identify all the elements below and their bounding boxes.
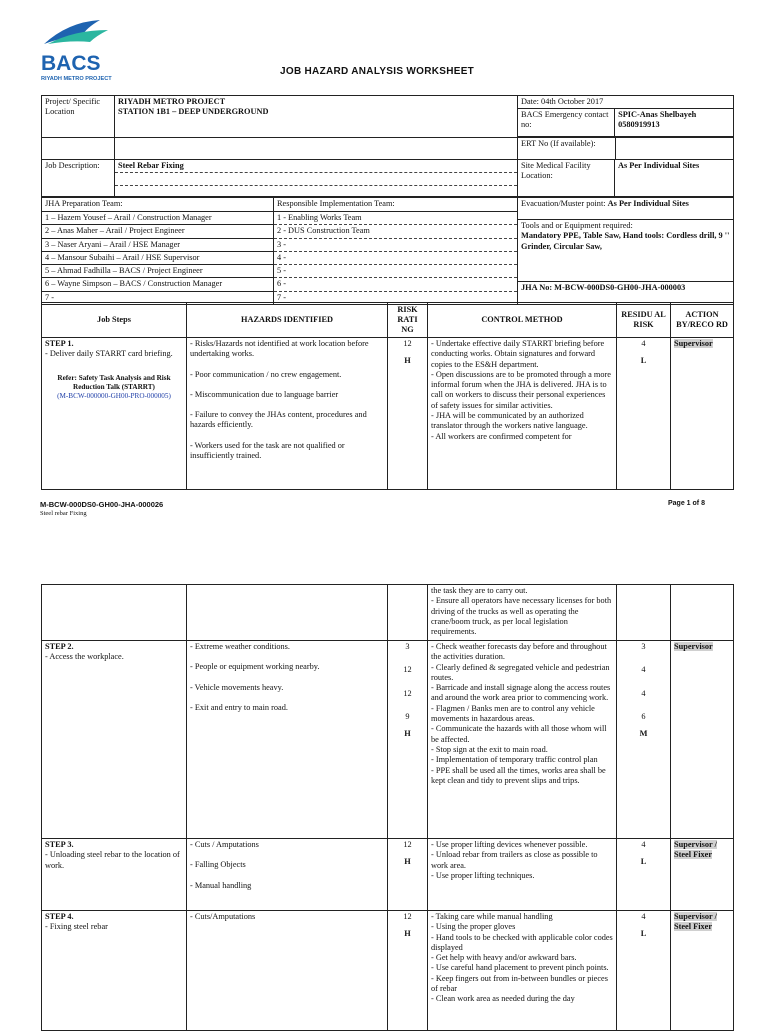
col-hazards: HAZARDS IDENTIFIED bbox=[187, 303, 388, 338]
impl-team-member: 2 - DUS Construction Team bbox=[274, 225, 517, 238]
control-item: - Use careful hand placement to prevent pinch points. bbox=[431, 963, 609, 973]
hazard-item: - Cuts/Amputations bbox=[190, 912, 256, 921]
prep-team-member: 6 – Wayne Simpson – BACS / Construction Manager bbox=[42, 278, 273, 291]
prep-team-label: JHA Preparation Team: bbox=[42, 198, 273, 212]
residual-score: 4 bbox=[641, 339, 646, 348]
impl-team-member: 5 - bbox=[274, 265, 517, 278]
document-title: JOB HAZARD ANALYSIS WORKSHEET bbox=[280, 66, 475, 77]
control-item: - Clean work area as needed during the day bbox=[431, 994, 575, 1004]
tools-value: Mandatory PPE, Table Saw, Hand tools: Cordless drill, 9 '' Grinder, Circular Saw, bbox=[521, 231, 730, 251]
emergency-value: SPIC-Anas Shelbayeh 0580919913 bbox=[618, 110, 697, 130]
hazard-item: - Risks/Hazards not identified at work location before undertaking works. bbox=[190, 339, 369, 359]
control-item: - JHA will be communicated by an authorized translator through the workers native language. bbox=[431, 411, 588, 431]
control-item: - Ensure all operators have necessary licenses for both driving of the trucks as well as operating the crane/boom truck, as per local legislation requirements. bbox=[431, 596, 612, 637]
hazard-item: - People or equipment working nearby. bbox=[190, 662, 320, 672]
control-item: - Clearly defined & segregated vehicle and pedestrian routes. bbox=[431, 662, 610, 682]
risk-score: 9 bbox=[405, 711, 410, 721]
risk-score: 3 bbox=[405, 642, 410, 651]
hazard-item: - Miscommunication due to language barrier bbox=[190, 389, 339, 399]
residual-level: L bbox=[640, 857, 647, 867]
risk-level: H bbox=[404, 729, 411, 739]
evacuation-value: As Per Individual Sites bbox=[607, 199, 689, 208]
hazard-item: - Poor communication / no crew engagement. bbox=[190, 369, 342, 379]
control-item: - Unload rebar from trailers as close as possible to work area. bbox=[431, 850, 598, 870]
control-item: - Communicate the hazards with all those whom will be affected. bbox=[431, 724, 607, 744]
residual-level: L bbox=[640, 929, 647, 939]
action-owner: Supervisor bbox=[674, 642, 713, 651]
steps-table-page1 bbox=[41, 302, 734, 490]
logo-subtitle: RIYADH METRO PROJECT bbox=[41, 76, 112, 82]
control-item: - PPE shall be used all the times, works area shall be kept clean and tidy to prevent slips and trips. bbox=[431, 765, 606, 785]
action-owner: Supervisor / Steel Fixer bbox=[674, 840, 717, 860]
hazard-item: - Vehicle movements heavy. bbox=[190, 682, 284, 692]
col-action: ACTION BY/RECO RD bbox=[671, 303, 734, 338]
control-item: - Using the proper gloves bbox=[431, 922, 516, 932]
medical-label: Site Medical Facility Location: bbox=[518, 160, 615, 197]
impl-team-member: 3 - bbox=[274, 239, 517, 252]
step-reference: Refer: Safety Task Analysis and Risk Reduction Talk (STARRT) bbox=[57, 373, 171, 391]
residual-score: 6 bbox=[641, 711, 646, 721]
logo-wordmark: BACS bbox=[41, 52, 101, 75]
control-item: - Stop sign at the exit to main road. bbox=[431, 744, 548, 754]
control-item: - Use proper lifting devices whenever possible. bbox=[431, 840, 588, 849]
right-info-block bbox=[518, 96, 734, 138]
job-desc-label: Job Description: bbox=[42, 160, 115, 197]
control-item: - All workers are confirmed competent for bbox=[431, 431, 572, 441]
control-item: - Check weather forecasts day before and throughout the activities duration. bbox=[431, 642, 607, 662]
risk-level: H bbox=[404, 929, 411, 939]
hazard-item: - Extreme weather conditions. bbox=[190, 642, 290, 651]
residual-score: 3 bbox=[641, 642, 646, 651]
control-item: - Undertake effective daily STARRT briefing before conducting works. Obtain signatures and forward copies to the ES&H department. bbox=[431, 339, 605, 369]
impl-team-member: 7 - bbox=[277, 292, 286, 302]
footer-doc-code: M-BCW-000DS0-GH00-JHA-000026 bbox=[40, 500, 164, 509]
step-title: STEP 4. bbox=[45, 912, 74, 921]
steps-table-page2 bbox=[41, 584, 734, 1031]
risk-score: 12 bbox=[403, 840, 412, 849]
impl-team-member: 6 - bbox=[274, 278, 517, 291]
step-title: STEP 3. bbox=[45, 840, 74, 849]
header-table bbox=[41, 95, 734, 197]
hazard-item: - Exit and entry to main road. bbox=[190, 702, 288, 712]
hazard-item: - Falling Objects bbox=[190, 860, 246, 870]
medical-value: As Per Individual Sites bbox=[615, 160, 734, 197]
footer-page-number: Page 1 of 8 bbox=[668, 500, 705, 507]
residual-level: L bbox=[640, 356, 647, 366]
residual-score: 4 bbox=[641, 688, 646, 698]
date-field: Date: 04th October 2017 bbox=[518, 96, 733, 109]
impl-team-label: Responsible Implementation Team: bbox=[274, 198, 517, 212]
hazard-item: - Manual handling bbox=[190, 880, 252, 890]
project-name: RIYADH METRO PROJECT bbox=[118, 97, 226, 106]
col-job-steps: Job Steps bbox=[42, 303, 187, 338]
control-item: - Implementation of temporary traffic control plan bbox=[431, 755, 598, 765]
control-item: - Flagmen / Banks men are to control any vehicle movements in hazardous areas. bbox=[431, 703, 595, 724]
prep-team-member: 5 – Ahmad Fadhilla – BACS / Project Engineer bbox=[42, 265, 273, 278]
step-desc: - Unloading steel rebar to the location of work. bbox=[45, 850, 180, 870]
job-desc-value: Steel Rebar Fixing bbox=[115, 160, 517, 173]
col-residual: RESIDU AL RISK bbox=[617, 303, 671, 338]
col-control: CONTROL METHOD bbox=[428, 303, 617, 338]
evacuation-label: Evacuation/Muster point: bbox=[521, 199, 606, 208]
hazard-item: - Workers used for the task are not qualified or insufficiently trained. bbox=[190, 440, 345, 461]
tools-label: Tools and or Equipment required: bbox=[521, 221, 633, 230]
prep-team-member: 3 – Naser Aryani – Arail / HSE Manager bbox=[42, 239, 273, 252]
control-item: - Barricade and install signage along the access routes and around the work area prior to commencing work. bbox=[431, 683, 611, 703]
residual-score: 4 bbox=[641, 665, 646, 675]
hazard-item: - Cuts / Amputations bbox=[190, 840, 259, 849]
job-desc-value-cell bbox=[115, 160, 518, 197]
step-title: STEP 1. bbox=[45, 339, 74, 348]
project-location: STATION 1B1 – DEEP UNDERGROUND bbox=[118, 107, 269, 117]
risk-score: 12 bbox=[403, 339, 412, 348]
residual-score: 4 bbox=[641, 912, 646, 921]
prep-team-member: 1 – Hazem Yousef – Arail / Construction Manager bbox=[42, 212, 273, 225]
prep-team-member: 4 – Mansour Subaihi – Arail / HSE Supervisor bbox=[42, 252, 273, 265]
bacs-logo bbox=[38, 14, 120, 84]
step-desc: - Fixing steel rebar bbox=[45, 922, 108, 932]
risk-level: H bbox=[404, 857, 411, 867]
ert-label: ERT No (If available): bbox=[518, 138, 616, 159]
action-owner: Supervisor / Steel Fixer bbox=[674, 912, 717, 932]
control-item: - Taking care while manual handling bbox=[431, 912, 553, 921]
project-value bbox=[115, 96, 518, 138]
prep-team-member: 2 – Anas Maher – Arail / Project Engineer bbox=[42, 225, 273, 238]
jha-number: JHA No: M-BCW-000DS0-GH00-JHA-000003 bbox=[521, 283, 686, 292]
residual-level: M bbox=[639, 729, 648, 739]
risk-score: 12 bbox=[403, 665, 412, 675]
residual-score: 4 bbox=[641, 840, 646, 849]
control-item: - Get help with heavy and/or awkward bars. bbox=[431, 953, 577, 963]
step-reference-code: (M-BCW-000000-GH00-PRO-000005) bbox=[57, 391, 171, 400]
project-label: Project/ Specific Location bbox=[42, 96, 115, 138]
step-desc: - Deliver daily STARRT card briefing. bbox=[45, 349, 173, 359]
risk-score: 12 bbox=[403, 912, 412, 921]
col-risk: RISK RATI NG bbox=[388, 303, 428, 338]
risk-score: 12 bbox=[403, 688, 412, 698]
step-title: STEP 2. bbox=[45, 642, 74, 651]
hazard-item: - Failure to convey the JHAs content, procedures and hazards efficiently. bbox=[190, 410, 367, 430]
evacuation-field bbox=[518, 198, 733, 220]
control-item: - Hand tools to be checked with applicable color codes displayed bbox=[431, 932, 613, 952]
prep-team-member: 7 - bbox=[45, 292, 54, 302]
impl-team-member: 4 - bbox=[274, 252, 517, 265]
emergency-label: BACS Emergency contact no: bbox=[518, 109, 615, 136]
team-table bbox=[41, 197, 734, 305]
step-desc: - Access the workplace. bbox=[45, 652, 124, 662]
impl-team-member: 1 - Enabling Works Team bbox=[274, 212, 517, 225]
action-owner: Supervisor bbox=[674, 339, 713, 348]
control-item: - Open discussions are to be promoted through a more informal forum when the JHA is delivered. JHA is to call on workers to discuss their personal experiences of safety issues for similar activities. bbox=[431, 369, 611, 410]
risk-level: H bbox=[404, 356, 411, 366]
footer-subtitle: Steel rebar Fixing bbox=[40, 510, 87, 517]
control-item: - Use proper lifting techniques. bbox=[431, 870, 535, 880]
control-item: the task they are to carry out. bbox=[431, 586, 528, 595]
control-item: - Keep fingers out from in-between bundles or pieces of rebar bbox=[431, 973, 608, 994]
